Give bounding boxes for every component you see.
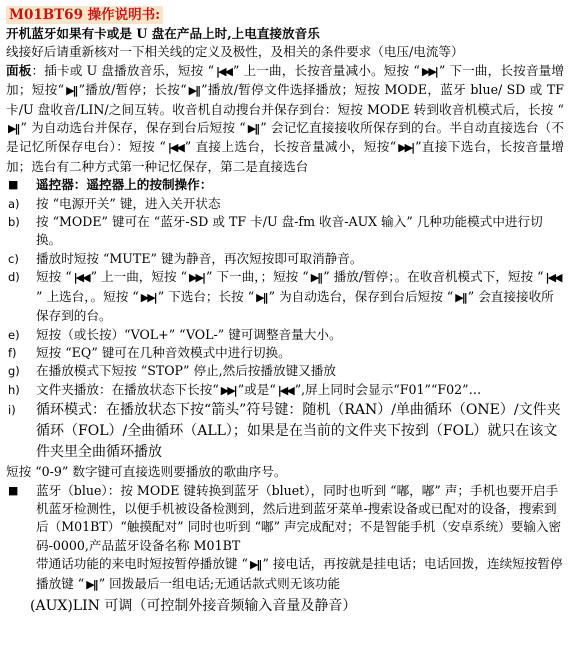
square-bullet-icon: ■: [8, 483, 19, 497]
prev-icon: |◀◀: [167, 141, 183, 155]
list-item: i) 循环模式：在播放状态下按“箭头”符号键：随机（RAN）/单曲循环（ONE）/文件夹循环（FOL）/全曲循环（ALL）；如果是在当前的文件夹下按到（FOL）就只在该文件夹里全曲循环播放: [8, 402, 561, 461]
play-pause-icon: ▶||: [256, 290, 267, 304]
aux-text: (AUX)LIN 可调（可控制外接音频输入音量及静音）: [30, 597, 357, 614]
play-pause-icon: ▶||: [247, 122, 259, 136]
next-icon: ▶▶|: [140, 290, 156, 304]
list-item: h) 文件夹播放：在播放状态下长按“ ▶▶| ”或是“ |◀◀ ”,屏上同时会显示“F01”“F02”…: [6, 381, 564, 400]
list-item: d) 短按 “ |◀◀ ” 上一曲，短按 “ ▶▶| ” 下一曲，；短按 “ ▶|| ” 播放/暂停；。在收音机模式下，短按 “ |◀◀” 上选台，。短按 “ ▶▶| ” 下选台；长按 “ ▶|| ” 为自动选台，保存到台后短按 “ ▶|| ” 会直接接收所保存到的台。: [8, 269, 561, 324]
panel-label: 面板: [6, 62, 32, 78]
digits-text: 短按 “0-9” 数字键可直接选则要播放的歌曲序号。: [6, 464, 287, 480]
play-pause-icon: ▶||: [188, 84, 200, 98]
intro-text: 线接好后请重新核对一下相关线的定义及极性，及相关的条件要求（电压/电流等）: [6, 44, 464, 60]
panel-section: 面板：插卡或 U 盘播放音乐，短按 “ |◀◀ ” 上一曲，长按音量减小。短按 “ ▶▶| ” 下一曲，长按音量增加；短按“ ▶|| ”播放/暂停；长按“ ▶|| ”播放/暂停文件选择播放；短按 MODE，蓝牙 blue/ SD 或 TF 卡/U 盘收音/LIN/之间互转。收音机自动搜台并保存到台：短按 MODE 转到收音机模式后，长按 “▶|| ” 为自动选台并保存，保存到台后短按 “ ▶|| ” 会记忆直接接收所保存到的台。半自动直接选台（不是记忆所保存电台）：短按 “ |◀◀ ” 直接上选台，长按音量减小，短按“ ▶▶| ”直接下选台，长按音量增加；选台有二种方式第一种记忆保存，第二是直接选台: [6, 62, 565, 174]
square-bullet-icon: ■: [8, 178, 19, 192]
next-icon: ▶▶|: [398, 141, 414, 155]
play-pause-icon: ▶||: [66, 84, 77, 98]
list-item: a) 按 “电源开关” 键，进入关开状态: [8, 195, 221, 211]
prev-icon: |◀◀: [73, 271, 89, 285]
next-icon: ▶▶|: [421, 64, 437, 78]
list-item: b) 按 “MODE” 键可在 “蓝牙-SD 或 TF 卡/U 盘-fm 收音-AUX 输入” 几种功能模式中进行切换。: [8, 214, 543, 248]
bluetooth-section: ■ 蓝牙（blue）：按 MODE 键转换到蓝牙（bluet），同时也听到 “嘟，嘟” 声；手机也要开启手机蓝牙检测性，以便手机被设备检测到，然后进到蓝牙菜单-搜索设备或已配对的设备，搜索到后（M01BT）“触摸配对” 同时也听到 “嘟” 声完成配对；不是智能手机（安卓系统）要输入密码-0000,产品蓝牙设备名称 M01BT 带通话功能的来电时短按暂停播放键 “ ▶|| ” 接电话，再按就是挂电话；电话回拨，连续短按暂停播放键 “ ▶|| ” 回拨最后一组电话;无通话款式则无该功能: [6, 482, 564, 594]
list-item: e) 短按（或长按）“VOL+” “VOL-” 键可调整音量大小。: [8, 326, 342, 342]
manual-document: [6, 4, 564, 617]
prev-icon: |◀◀: [277, 383, 293, 397]
play-pause-icon: ▶||: [455, 290, 466, 304]
prev-icon: |◀◀: [545, 271, 561, 285]
prev-icon: |◀◀: [216, 64, 231, 78]
remote-heading-row: [6, 176, 564, 194]
play-pause-icon: ▶||: [310, 271, 322, 285]
remote-heading: 遥控器：遥控器上的按制操作：: [36, 177, 213, 193]
play-pause-icon: ▶||: [8, 122, 19, 136]
document-title: M01BT69 操作说明书:: [6, 6, 163, 24]
next-icon: ▶▶|: [189, 271, 204, 285]
headline: 开机蓝牙如果有卡或是 U 盘在产品上时,上电直接放音乐: [6, 26, 320, 41]
list-item: g) 在播放模式下短按 “STOP” 停止,然后按播放键又播放: [8, 363, 336, 379]
list-item: c) 播放时短按 “MUTE” 键为静音，再次短按即可取消静音。: [8, 250, 363, 266]
play-pause-icon: ▶||: [86, 577, 97, 591]
list-item: f) 短按 “EQ” 键可在几种音效模式中进行切换。: [8, 344, 291, 360]
next-icon: ▶▶|: [220, 383, 236, 397]
play-pause-icon: ▶||: [249, 558, 261, 572]
